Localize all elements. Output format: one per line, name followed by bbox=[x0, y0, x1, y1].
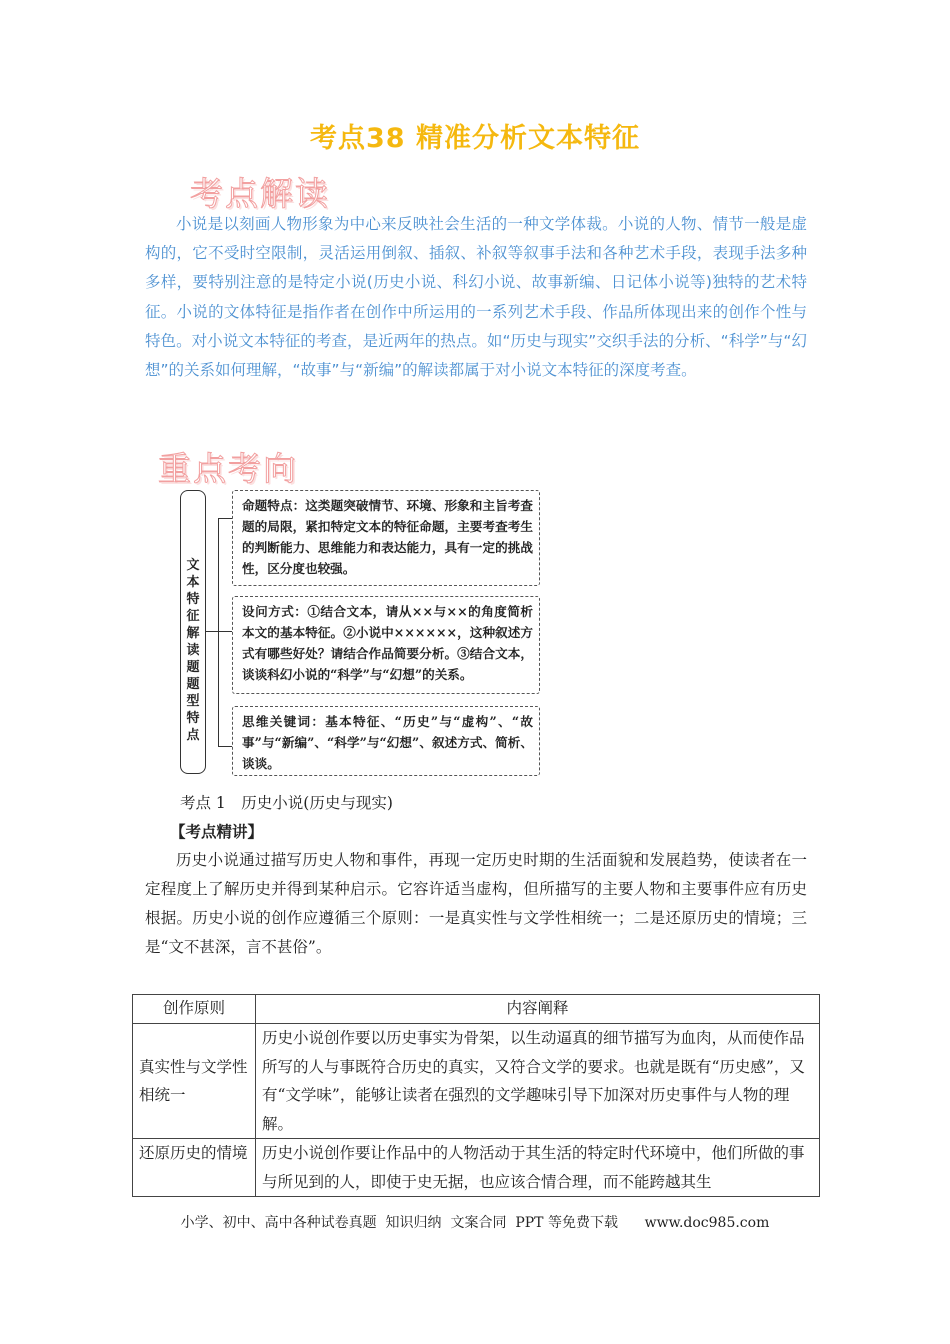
kaodian-heading: 考点 1 历史小说(历史与现实) bbox=[180, 794, 393, 812]
connector-line bbox=[218, 518, 232, 519]
page-footer: 小学、初中、高中各种试卷真题 知识归纳 文案合同 PPT 等免费下载 www.doc985.com bbox=[180, 1215, 770, 1231]
diagram-box-question-forms: 设问方式：①结合文本，请从××与××的角度简析本文的基本特征。②小说中××××××，这种叙述方式有哪些好处？请结合作品简要分析。③结合文本，谈谈科幻小说的“科学”与“幻想”的关系。 bbox=[232, 596, 540, 694]
table-header-cell: 创作原则 bbox=[133, 995, 256, 1024]
diagram-box-features: 命题特点：这类题突破情节、环境、形象和主旨考查题的局限，紧扣特定文本的特征命题，主要考查考生的判断能力、思维能力和表达能力，具有一定的挑战性，区分度也较强。 bbox=[232, 490, 540, 586]
table-cell-explanation: 历史小说创作要让作品中的人物活动于其生活的特定时代环境中，他们所做的事与所见到的人，即使于史无据，也应该合情合理，而不能跨越其生 bbox=[256, 1139, 820, 1197]
page-title: 考点38 精准分析文本特征 bbox=[310, 123, 640, 154]
connector-line bbox=[218, 631, 232, 632]
connector-line bbox=[206, 631, 218, 632]
diagram-label: 文本特征解读题题型特点 bbox=[186, 558, 200, 743]
table-cell-principle: 真实性与文学性相统一 bbox=[133, 1024, 256, 1139]
table-header-cell: 内容阐释 bbox=[256, 995, 820, 1024]
principles-table bbox=[132, 994, 820, 1197]
section-heading-interpretation: 考点解读 bbox=[190, 174, 330, 213]
table-cell-principle: 还原历史的情境 bbox=[133, 1139, 256, 1197]
question-type-diagram bbox=[180, 488, 545, 776]
table-header-row bbox=[133, 995, 820, 1024]
table-row bbox=[133, 1024, 820, 1139]
table-cell-explanation: 历史小说创作要以历史事实为骨架，以生动逼真的细节描写为血肉，从而使作品所写的人与事既符合历史的真实，又符合文学的要求。也就是既有“历史感”，又有“文学味”，能够让读者在强烈的文学趣味引导下加深对历史事件与人物的理解。 bbox=[256, 1024, 820, 1139]
section-heading-focus: 重点考向 bbox=[158, 449, 298, 488]
connector-line bbox=[218, 746, 232, 747]
jingjiang-label: 【考点精讲】 bbox=[170, 822, 264, 841]
connector-line bbox=[218, 518, 219, 746]
diagram-label-box bbox=[180, 490, 206, 774]
diagram-box-keywords: 思维关键词：基本特征、“历史”与“虚构”、“故事”与“新编”、“科学”与“幻想”、叙述方式、简析、谈谈。 bbox=[232, 706, 540, 776]
intro-paragraph: 小说是以刻画人物形象为中心来反映社会生活的一种文学体裁。小说的人物、情节一般是虚构的，它不受时空限制，灵活运用倒叙、插叙、补叙等叙事手法和各种艺术手段，表现手法多种多样，要特别注意的是特定小说(历史小说、科幻小说、故事新编、日记体小说等)独特的艺术特征。小说的文体特征是指作者在创作中所运用的一系列艺术手段、作品所体现出来的创作个性与特色。对小说文本特征的考查，是近两年的热点。如“历史与现实”交织手法的分析、“科学”与“幻想”的关系如何理解，“故事”与“新编”的解读都属于对小说文本特征的深度考查。 bbox=[145, 215, 807, 380]
body-paragraph: 历史小说通过描写历史人物和事件，再现一定历史时期的生活面貌和发展趋势，使读者在一定程度上了解历史并得到某种启示。它容许适当虚构，但所描写的主要人物和主要事件应有历史根据。历史小说的创作应遵循三个原则：一是真实性与文学性相统一；二是还原历史的情境；三是“文不甚深，言不甚俗”。 bbox=[145, 851, 807, 956]
table-row bbox=[133, 1139, 820, 1197]
